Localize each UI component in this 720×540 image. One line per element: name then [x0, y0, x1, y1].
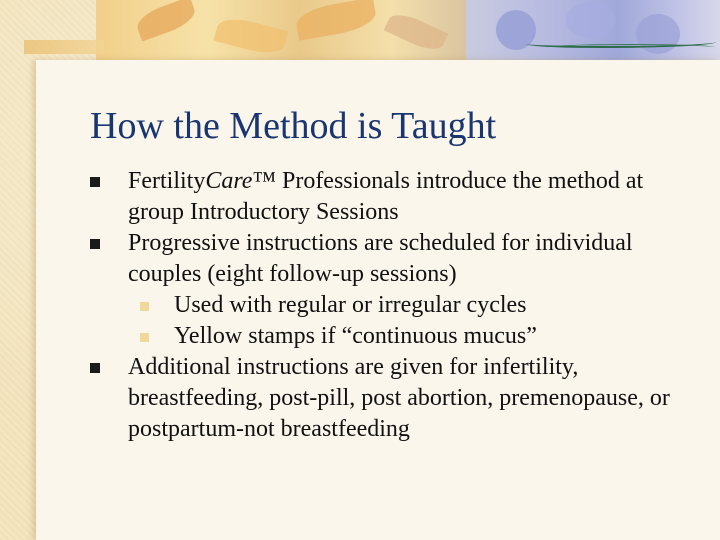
bullet-3-text: Additional instructions are given for infertility, breastfeeding, post-pill, post abortion, premenopause, or postpartum-not breastfeeding: [128, 354, 670, 442]
square-bullet-icon: [90, 363, 100, 373]
bullet-1-lead: Fertility: [128, 168, 206, 194]
square-sub-bullet-icon: [140, 333, 149, 342]
bullet-1-italic: Care: [205, 168, 253, 194]
bullet-list: [90, 166, 690, 445]
gold-strip: [24, 40, 104, 54]
bullet-2-text: Progressive instructions are scheduled for individual couples (eight follow-up sessions): [128, 230, 633, 287]
vine-decoration: [546, 44, 716, 51]
sub-bullet-2-text: Yellow stamps if “continuous mucus”: [174, 323, 537, 349]
sub-bullet-item-1: [90, 290, 690, 321]
slide-title: How the Method is Taught: [90, 105, 497, 147]
sub-bullet-1-text: Used with regular or irregular cycles: [174, 292, 527, 318]
flower-decoration: [566, 2, 616, 38]
square-bullet-icon: [90, 177, 100, 187]
bullet-1-rest: ™ Professionals introduce the method at group Introductory Sessions: [128, 168, 644, 225]
square-bullet-icon: [90, 239, 100, 249]
bullet-item-1: [90, 166, 690, 228]
decorative-banner: [96, 0, 720, 60]
bullet-item-2: [90, 228, 690, 290]
sub-bullet-item-2: [90, 321, 690, 352]
square-sub-bullet-icon: [140, 302, 149, 311]
bullet-item-3: [90, 352, 690, 445]
